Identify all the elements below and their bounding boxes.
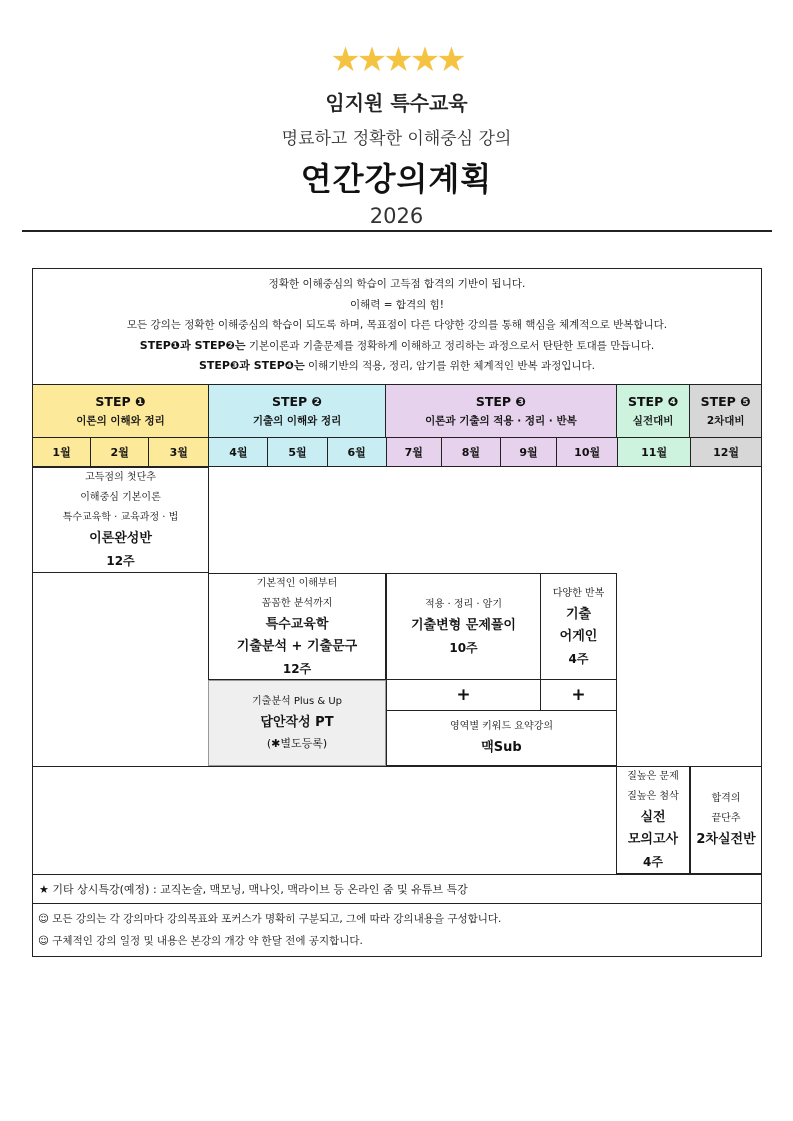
past-name-1: 특수교육학 xyxy=(265,616,329,632)
step-5-header xyxy=(690,385,761,437)
month-1: 1월 xyxy=(33,438,91,466)
footnote-2: ☺ 구체적인 강의 일정 및 내용은 본강의 개강 약 한달 전에 공지합니다. xyxy=(38,935,363,947)
mock-name-1: 실전 xyxy=(640,810,666,825)
course-answer-pt xyxy=(208,680,386,766)
mock-line-1: 질높은 문제 xyxy=(627,771,679,782)
month-7: 7월 xyxy=(387,438,442,466)
course-second-round xyxy=(690,766,762,874)
theory-weeks: 12주 xyxy=(106,554,135,568)
step-row xyxy=(33,384,761,438)
past-line-2: 꼼꼼한 분석까지 xyxy=(261,597,333,609)
month-4: 4월 xyxy=(209,438,268,466)
step-2-label: STEP ❷ xyxy=(271,394,323,409)
course-mock-exam xyxy=(616,766,690,874)
intro-line-3: 모든 강의는 정확한 이해중심의 학습이 되도록 하며, 목표점이 다른 다양한 강의를 통해 핵심을 체계적으로 반복합니다. xyxy=(126,319,668,331)
step-5-desc: 2차대비 xyxy=(706,415,745,427)
year: 2026 xyxy=(369,204,424,228)
intro-line-4 xyxy=(33,336,761,357)
theory-name: 이론완성반 xyxy=(89,531,152,546)
step-3-label: STEP ❸ xyxy=(475,394,527,409)
mock-name-2: 모의고사 xyxy=(627,832,679,847)
intro-line-4-rest: 기본이론과 기출문제를 정확하게 이해하고 정리하는 과정으로서 탄탄한 토대를 만듭니다. xyxy=(245,339,655,352)
tagline: 명료하고 정확한 이해중심 강의 xyxy=(281,129,512,149)
stars-icon: ★★★★★ xyxy=(330,40,463,80)
step-3-header xyxy=(386,385,617,437)
intro-line-5-rest: 이해기반의 적용, 정리, 암기를 위한 체계적인 반복 과정입니다. xyxy=(304,360,595,372)
answer-note: (✱별도등록) xyxy=(266,737,328,750)
month-row xyxy=(33,438,761,467)
step-4-header xyxy=(617,385,691,437)
course-again xyxy=(540,573,617,680)
variant-line-1: 적용 · 정리 · 암기 xyxy=(424,598,503,610)
plus-sign-1: + xyxy=(386,680,541,711)
mock-line-2: 질높은 첨삭 xyxy=(627,791,679,802)
course-macsub xyxy=(386,711,617,766)
mock-weeks: 4주 xyxy=(643,855,663,869)
month-9: 9월 xyxy=(501,438,557,466)
course-variant xyxy=(386,573,541,680)
step-1-label: STEP ❶ xyxy=(95,394,146,409)
second-name: 2차실전반 xyxy=(696,832,756,847)
month-6: 6월 xyxy=(328,438,387,466)
theory-line-1: 고득점의 첫단추 xyxy=(85,472,156,483)
header-divider xyxy=(22,230,772,232)
footnote-1: ☺ 모든 강의는 각 강의마다 강의목표와 포커스가 명확히 구분되고, 그에 따라 강의내용을 구성합니다. xyxy=(38,913,502,925)
theory-line-3: 특수교육학 · 교육과정 · 법 xyxy=(62,512,179,523)
past-weeks: 12주 xyxy=(282,661,312,676)
intro-line-5 xyxy=(33,356,761,377)
answer-name: 답안작성 PT xyxy=(260,715,334,730)
month-12: 12월 xyxy=(691,438,761,466)
intro-line-4-bold: STEP❶과 STEP❷는 xyxy=(139,338,246,352)
step-4-label: STEP ❹ xyxy=(628,394,679,409)
answer-line-1: 기출분석 Plus & Up xyxy=(252,696,342,707)
month-10: 10월 xyxy=(557,438,618,466)
step-2-desc: 기출의 이해와 정리 xyxy=(252,415,342,427)
step-1-header xyxy=(33,385,209,437)
footnotes xyxy=(38,908,758,952)
intro-section xyxy=(33,274,761,377)
month-5: 5월 xyxy=(268,438,327,466)
page-title: 연간강의계획 xyxy=(300,160,493,198)
month-8: 8월 xyxy=(442,438,501,466)
macsub-line-1: 영역별 키워드 요약강의 xyxy=(450,721,553,732)
again-name-2: 어게인 xyxy=(559,628,598,644)
second-line-2: 끝단추 xyxy=(711,813,741,824)
month-2: 2월 xyxy=(91,438,149,466)
past-line-1: 기본적인 이해부터 xyxy=(256,577,338,589)
again-weeks: 4주 xyxy=(568,651,589,666)
intro-line-1: 정확한 이해중심의 학습이 고득점 합격의 기반이 됩니다. xyxy=(268,278,526,290)
theory-line-2: 이해중심 기본이론 xyxy=(80,492,161,503)
past-name-2: 기출분석 + 기출문구 xyxy=(236,638,358,654)
month-3: 3월 xyxy=(149,438,209,466)
variant-weeks: 10주 xyxy=(449,640,478,655)
course-past-analysis xyxy=(208,573,386,680)
plus-sign-2: + xyxy=(540,680,617,711)
course-theory xyxy=(32,467,209,573)
step-5-label: STEP ❺ xyxy=(700,394,751,409)
intro-line-2: 이해력 = 합격의 힘! xyxy=(349,298,445,311)
col-divider xyxy=(208,467,209,573)
special-lectures: ★ 기타 상시특강(예정) : 교직논술, 맥모닝, 맥나잇, 맥라이브 등 온라인 줌 및 유튜브 특강 xyxy=(33,874,761,904)
macsub-name: 맥Sub xyxy=(481,740,522,755)
intro-line-5-bold: STEP❸과 STEP❹는 xyxy=(198,359,305,372)
step-4-desc: 실전대비 xyxy=(632,415,674,427)
again-name-1: 기출 xyxy=(565,606,592,622)
step-1-desc: 이론의 이해와 정리 xyxy=(76,415,165,427)
step-3-desc: 이론과 기출의 적용 · 정리 · 반복 xyxy=(425,415,577,427)
month-11: 11월 xyxy=(618,438,691,466)
brand-title: 임지원 특수교육 xyxy=(325,91,468,115)
step-2-header xyxy=(209,385,386,437)
second-line-1: 합격의 xyxy=(711,793,741,804)
again-line-1: 다양한 반복 xyxy=(552,587,605,599)
variant-name: 기출변형 문제풀이 xyxy=(411,617,516,633)
